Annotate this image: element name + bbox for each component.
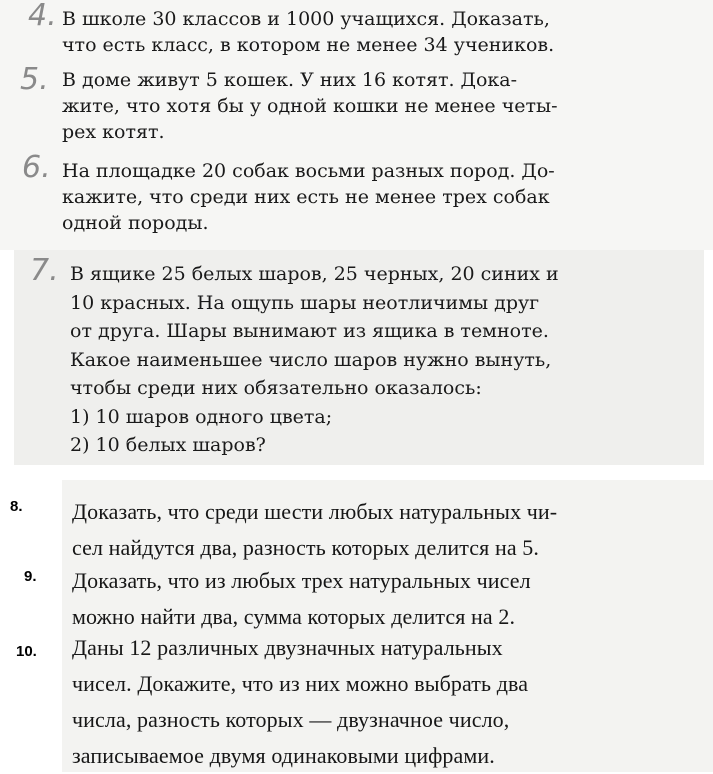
problem-number: 9. <box>24 568 37 585</box>
problem-text <box>62 6 554 58</box>
text-line: можно найти два, сумма которых делится на 2. <box>72 604 516 629</box>
problem-number: 10. <box>16 643 37 660</box>
text-line: 10 красных. На ощупь шары неотличимы друг <box>70 291 540 314</box>
text-line: от друга. Шары вынимают из ящика в темноте. <box>70 320 549 342</box>
text-line: Доказать, что из любых трех натуральных чисел <box>72 568 531 593</box>
problem-text <box>72 563 531 635</box>
text-line: чисел. Докажите, что из них можно выбрать два <box>72 671 529 696</box>
text-line: кажите, что среди них есть не менее трех собак <box>62 186 550 208</box>
problem-number: 7. <box>30 253 59 288</box>
problem-number: 8. <box>10 498 23 515</box>
text-line: рех котят. <box>62 121 165 143</box>
problem-number: 6. <box>22 150 51 185</box>
text-line: числа, разность которых — двузначное число, <box>72 707 510 732</box>
text-line: одной породы. <box>62 212 209 234</box>
text-line: В школе 30 классов и 1000 учащихся. Доказать, <box>62 8 550 30</box>
text-line: что есть класс, в котором не менее 34 учеников. <box>62 34 555 56</box>
text-line: жите, что хотя бы у одной кошки не менее четы- <box>62 95 558 117</box>
problem-text <box>62 158 555 236</box>
text-line: В ящике 25 белых шаров, 25 черных, 20 синих и <box>70 263 559 285</box>
text-line: 1) 10 шаров одного цвета; <box>70 405 333 428</box>
problem-text <box>72 494 557 566</box>
text-line: В доме живут 5 кошек. У них 16 котят. Дока- <box>62 69 518 91</box>
text-line: чтобы среди них обязательно оказалось: <box>70 377 482 399</box>
text-line: 2) 10 белых шаров? <box>70 434 266 456</box>
text-line: записываемое двумя одинаковыми цифрами. <box>72 743 495 768</box>
text-line: Даны 12 различных двузначных натуральных <box>72 635 503 660</box>
text-line: Доказать, что среди шести любых натуральных чи- <box>72 499 558 524</box>
problem-text <box>70 260 559 460</box>
problem-number: 5. <box>20 62 49 97</box>
problem-text <box>62 67 558 145</box>
problem-number: 4. <box>28 0 57 33</box>
text-line: На площадке 20 собак восьми разных пород. До- <box>62 160 555 182</box>
text-line: сел найдутся два, разность которых делится на 5. <box>72 535 539 560</box>
text-line: Какое наименьшее число шаров нужно вынуть, <box>70 348 552 371</box>
problem-text <box>72 630 528 774</box>
